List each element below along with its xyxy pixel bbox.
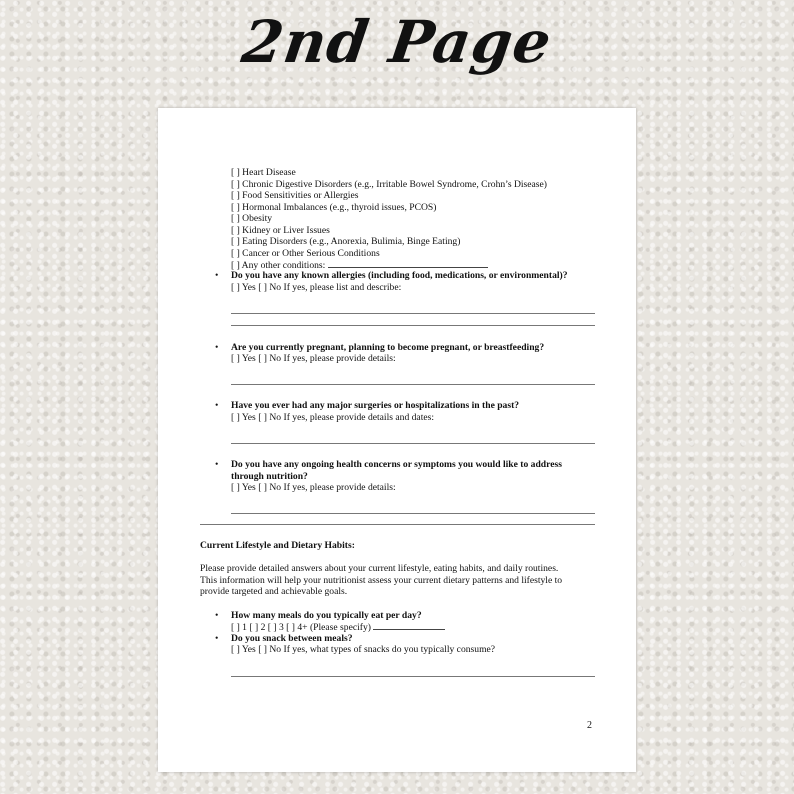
question-health-concerns-line1: Do you have any ongoing health concerns or symptoms you would like to address [231,459,562,470]
answer-meals[interactable] [231,621,445,634]
checkbox-obesity[interactable]: [ ] Obesity [231,213,273,224]
question-allergies: Do you have any known allergies (including food, medications, or environmental)? [231,270,568,281]
bullet-icon: • [215,270,219,281]
question-surgeries: Have you ever had any major surgeries or hospitalizations in the past? [231,400,520,411]
other-conditions-label: [ ] Any other conditions: [231,260,326,271]
section-divider [200,524,595,525]
page-banner-title: 2nd Page [238,8,556,76]
answer-allergies[interactable]: [ ] Yes [ ] No If yes, please list and describe: [231,282,402,293]
bullet-icon: • [215,342,219,353]
meals-specify-field[interactable] [373,621,445,630]
section-intro-line1: Please provide detailed answers about your current lifestyle, eating habits, and daily routines. [200,563,559,574]
checkbox-cancer[interactable]: [ ] Cancer or Other Serious Conditions [231,247,380,259]
checkbox-digestive-disorders[interactable]: [ ] Chronic Digestive Disorders (e.g., Irritable Bowel Syndrome, Crohn’s Disease) [231,178,547,190]
section-intro-line3: provide targeted and achievable goals. [200,586,348,597]
answer-health-concerns[interactable]: [ ] Yes [ ] No If yes, please provide details: [231,482,396,493]
bullet-icon: • [215,459,219,470]
answer-meals-options[interactable]: [ ] 1 [ ] 2 [ ] 3 [ ] 4+ (Please specify) [231,622,371,633]
answer-line-pregnancy[interactable] [231,384,595,385]
bullet-icon: • [215,633,219,644]
other-conditions-field[interactable] [328,259,488,268]
checkbox-hormonal-imbalances[interactable]: [ ] Hormonal Imbalances (e.g., thyroid issues, PCOS) [231,201,437,213]
answer-line-allergies-2[interactable] [231,325,595,326]
question-meals: How many meals do you typically eat per day? [231,610,422,621]
answer-line-snacks[interactable] [231,676,595,677]
answer-surgeries[interactable]: [ ] Yes [ ] No If yes, please provide details and dates: [231,412,435,423]
checkbox-heart-disease[interactable]: [ ] Heart Disease [231,167,296,178]
section-heading: Current Lifestyle and Dietary Habits: [200,540,355,551]
checkbox-eating-disorders[interactable]: [ ] Eating Disorders (e.g., Anorexia, Bulimia, Binge Eating) [231,236,461,247]
bullet-icon: • [215,610,219,621]
page-number: 2 [587,720,592,731]
answer-line-health-concerns[interactable] [231,513,595,514]
answer-snacks[interactable]: [ ] Yes [ ] No If yes, what types of snacks do you typically consume? [231,644,496,655]
bullet-icon: • [215,400,219,411]
question-pregnancy: Are you currently pregnant, planning to become pregnant, or breastfeeding? [231,342,545,353]
form-page [158,108,636,772]
checkbox-kidney-liver[interactable]: [ ] Kidney or Liver Issues [231,224,330,236]
answer-pregnancy[interactable]: [ ] Yes [ ] No If yes, please provide details: [231,353,396,364]
checkbox-food-sensitivities[interactable]: [ ] Food Sensitivities or Allergies [231,190,359,201]
answer-line-allergies-1[interactable] [231,313,595,314]
question-health-concerns-line2: through nutrition? [231,471,308,482]
question-snacks: Do you snack between meals? [231,633,353,644]
answer-line-surgeries[interactable] [231,443,595,444]
section-intro-line2: This information will help your nutritionist assess your current dietary patterns and lifestyle to [200,574,563,586]
